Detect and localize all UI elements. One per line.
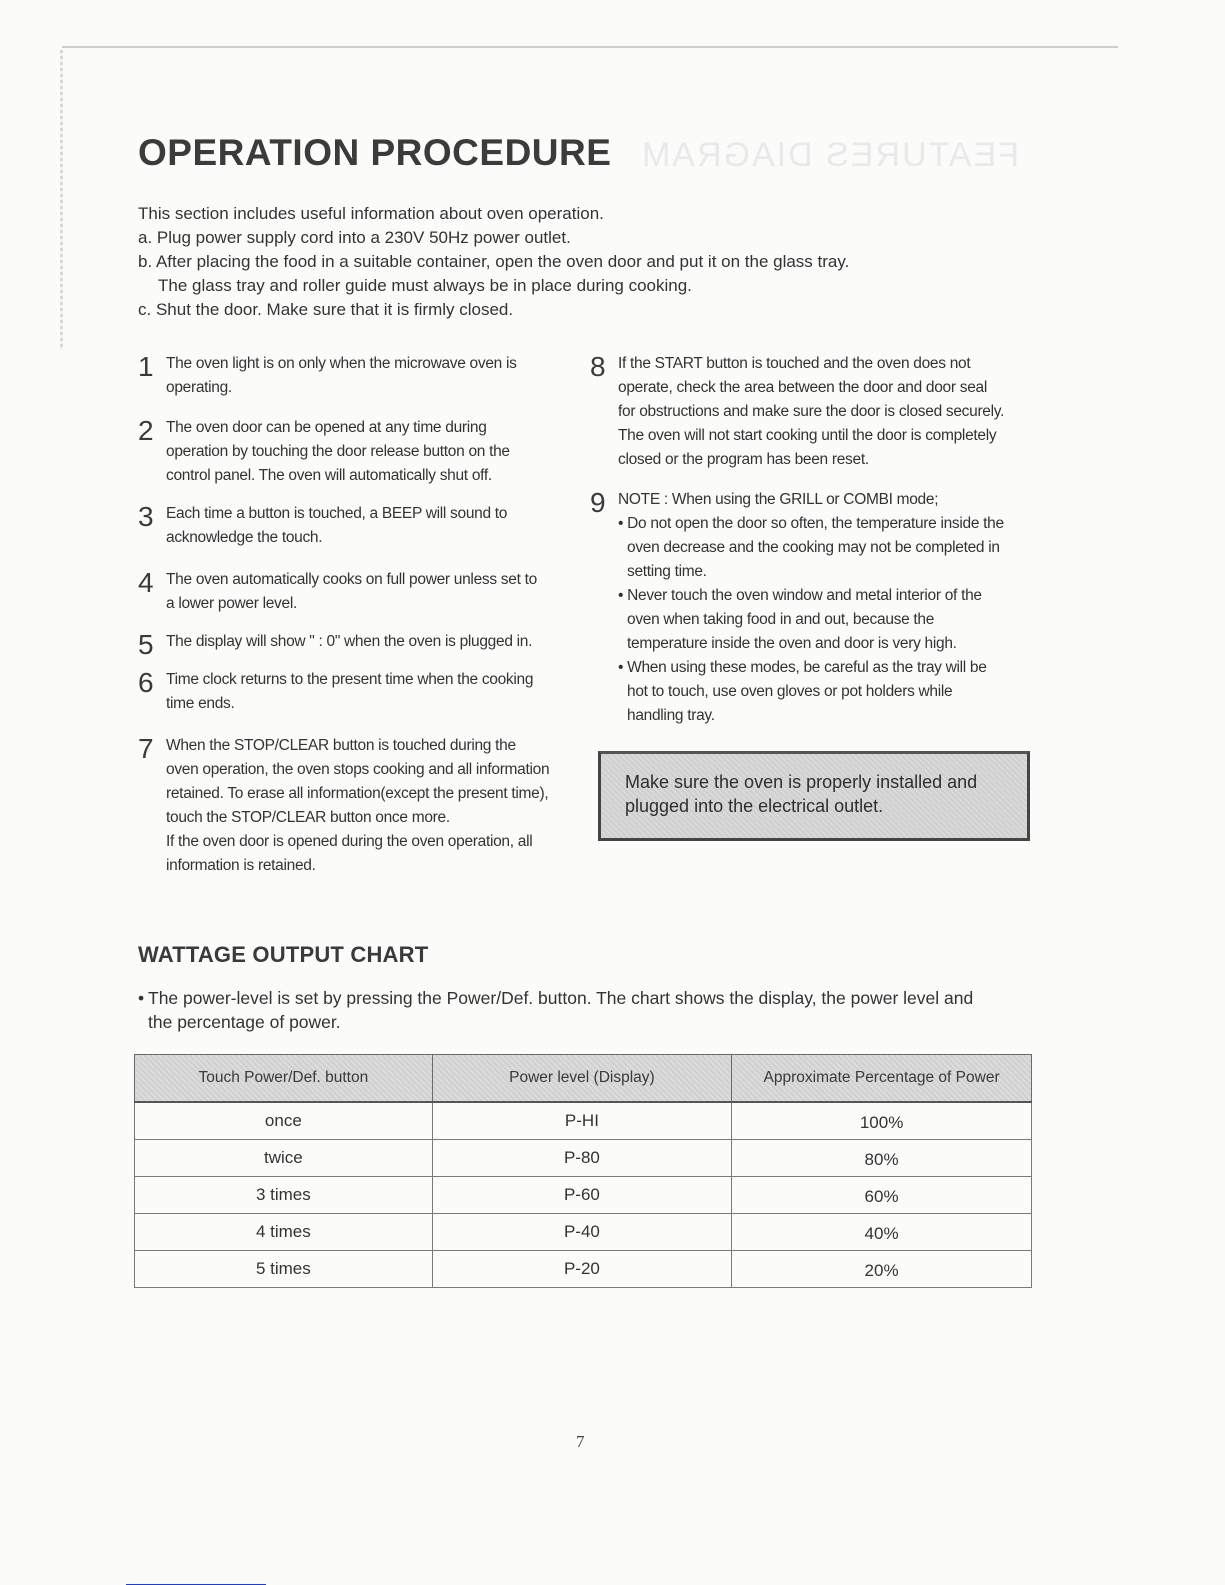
column-header-power-level: Power level (Display) (432, 1055, 731, 1103)
cell-touch: 5 times (135, 1251, 433, 1288)
step-number: 8 (590, 351, 606, 382)
intro-line: The glass tray and roller guide must always be in place during cooking. (158, 276, 692, 295)
cell-display: P-40 (432, 1214, 731, 1251)
top-divider (62, 46, 1118, 48)
bullet-mark: • (138, 988, 145, 1008)
wattage-note-line: the percentage of power. (148, 1012, 341, 1032)
step-text: information is retained. (166, 857, 316, 874)
cell-percentage: 40% (732, 1214, 1032, 1251)
note-bullet-text: handling tray. (627, 707, 715, 724)
step-number: 6 (138, 667, 154, 698)
notice-box (598, 751, 1030, 841)
cell-touch: twice (135, 1140, 433, 1177)
table-header-row (135, 1055, 1032, 1103)
step-text: control panel. The oven will automatically shut off. (166, 467, 492, 484)
column-header-touch: Touch Power/Def. button (135, 1055, 433, 1103)
step-5 (138, 629, 588, 660)
step-text: The oven will not start cooking until the door is completely (618, 427, 997, 444)
step-number: 3 (138, 501, 154, 532)
step-8 (590, 352, 1050, 472)
step-3 (138, 502, 588, 550)
cell-display: P-20 (432, 1251, 731, 1288)
cell-percentage: 60% (732, 1177, 1032, 1214)
notice-text (625, 770, 1015, 818)
column-header-percentage: Approximate Percentage of Power (732, 1055, 1032, 1103)
step-text: The oven light is on only when the microwave oven is (166, 355, 517, 372)
intro-line: b. After placing the food in a suitable container, open the oven door and put it on the glass tray. (138, 252, 850, 271)
step-1 (138, 352, 588, 400)
binding-edge (60, 50, 63, 350)
step-text: If the oven door is opened during the oven operation, all (166, 833, 533, 850)
step-text: Each time a button is touched, a BEEP will sound to (166, 505, 508, 522)
note-bullet-text: oven when taking food in and out, because the (627, 611, 935, 628)
step-text: closed or the program has been reset. (618, 451, 869, 468)
step-6 (138, 668, 588, 716)
cell-display: P-80 (432, 1140, 731, 1177)
cell-percentage: 20% (732, 1251, 1032, 1288)
step-text: oven operation, the oven stops cooking and all information (166, 761, 550, 778)
note-bullet-text: oven decrease and the cooking may not be completed in (627, 539, 1000, 556)
page-title: OPERATION PROCEDURE (138, 132, 612, 173)
table-row (135, 1177, 1032, 1214)
wattage-chart-title: WATTAGE OUTPUT CHART (138, 942, 429, 967)
cell-touch: 3 times (135, 1177, 433, 1214)
step-4 (138, 568, 588, 616)
wattage-note-line: The power-level is set by pressing the Power/Def. button. The chart shows the display, the power level and (148, 988, 974, 1008)
intro-line: This section includes useful information about oven operation. (138, 204, 604, 223)
table-row (135, 1251, 1032, 1288)
note-bullet-text: temperature inside the oven and door is very high. (627, 635, 957, 652)
cell-percentage: 100% (732, 1102, 1032, 1140)
cell-touch: 4 times (135, 1214, 433, 1251)
step-number: 1 (138, 351, 154, 382)
cell-display: P-HI (432, 1102, 731, 1140)
note-bullet-text: setting time. (627, 563, 707, 580)
wattage-note (138, 986, 1048, 1034)
step-text: a lower power level. (166, 595, 297, 612)
cell-touch: once (135, 1102, 433, 1140)
note-bullet-text: hot to touch, use oven gloves or pot holders while (627, 683, 953, 700)
step-number: 2 (138, 415, 154, 446)
step-text: acknowledge the touch. (166, 529, 323, 546)
page-number: 7 (576, 1432, 585, 1451)
step-text: The oven automatically cooks on full power unless set to (166, 571, 537, 588)
step-7 (138, 734, 588, 878)
steps-right-column (590, 352, 1050, 728)
notice-line: Make sure the oven is properly installed and (625, 772, 978, 792)
step-text: If the START button is touched and the oven does not (618, 355, 971, 372)
step-text: When the STOP/CLEAR button is touched during the (166, 737, 516, 754)
table-row (135, 1140, 1032, 1177)
step-2 (138, 416, 588, 488)
intro-line: a. Plug power supply cord into a 230V 50Hz power outlet. (138, 228, 571, 247)
note-bullet-text: • When using these modes, be careful as the tray will be (618, 659, 987, 676)
note-bullet-text: • Do not open the door so often, the temperature inside the (618, 515, 1004, 532)
note-bullet-text: • Never touch the oven window and metal interior of the (618, 587, 982, 604)
table-row (135, 1102, 1032, 1140)
notice-line: plugged into the electrical outlet. (625, 796, 884, 816)
step-text: The oven door can be opened at any time during (166, 419, 487, 436)
step-text: The display will show " : 0" when the oven is plugged in. (166, 633, 533, 650)
steps-left-column (138, 352, 588, 878)
note-heading: NOTE : When using the GRILL or COMBI mode; (618, 491, 939, 508)
cell-display: P-60 (432, 1177, 731, 1214)
show-through-title: FEATURES DIAGRAM (640, 136, 1019, 174)
wattage-table (134, 1054, 1032, 1288)
cell-percentage: 80% (732, 1140, 1032, 1177)
step-text: operate, check the area between the door and door seal (618, 379, 987, 396)
step-number: 7 (138, 733, 154, 764)
step-text: for obstructions and make sure the door is closed securely. (618, 403, 1005, 420)
step-text: touch the STOP/CLEAR button once more. (166, 809, 450, 826)
step-text: operating. (166, 379, 232, 396)
step-text: operation by touching the door release button on the (166, 443, 510, 460)
table-row (135, 1214, 1032, 1251)
step-number: 4 (138, 567, 154, 598)
step-text: time ends. (166, 695, 235, 712)
step-9 (590, 488, 1050, 728)
step-number: 5 (138, 629, 154, 660)
intro-line: c. Shut the door. Make sure that it is firmly closed. (138, 300, 514, 319)
step-text: Time clock returns to the present time when the cooking (166, 671, 534, 688)
intro-section (138, 202, 1098, 322)
step-text: retained. To erase all information(except the present time), (166, 785, 549, 802)
step-number: 9 (590, 487, 606, 518)
